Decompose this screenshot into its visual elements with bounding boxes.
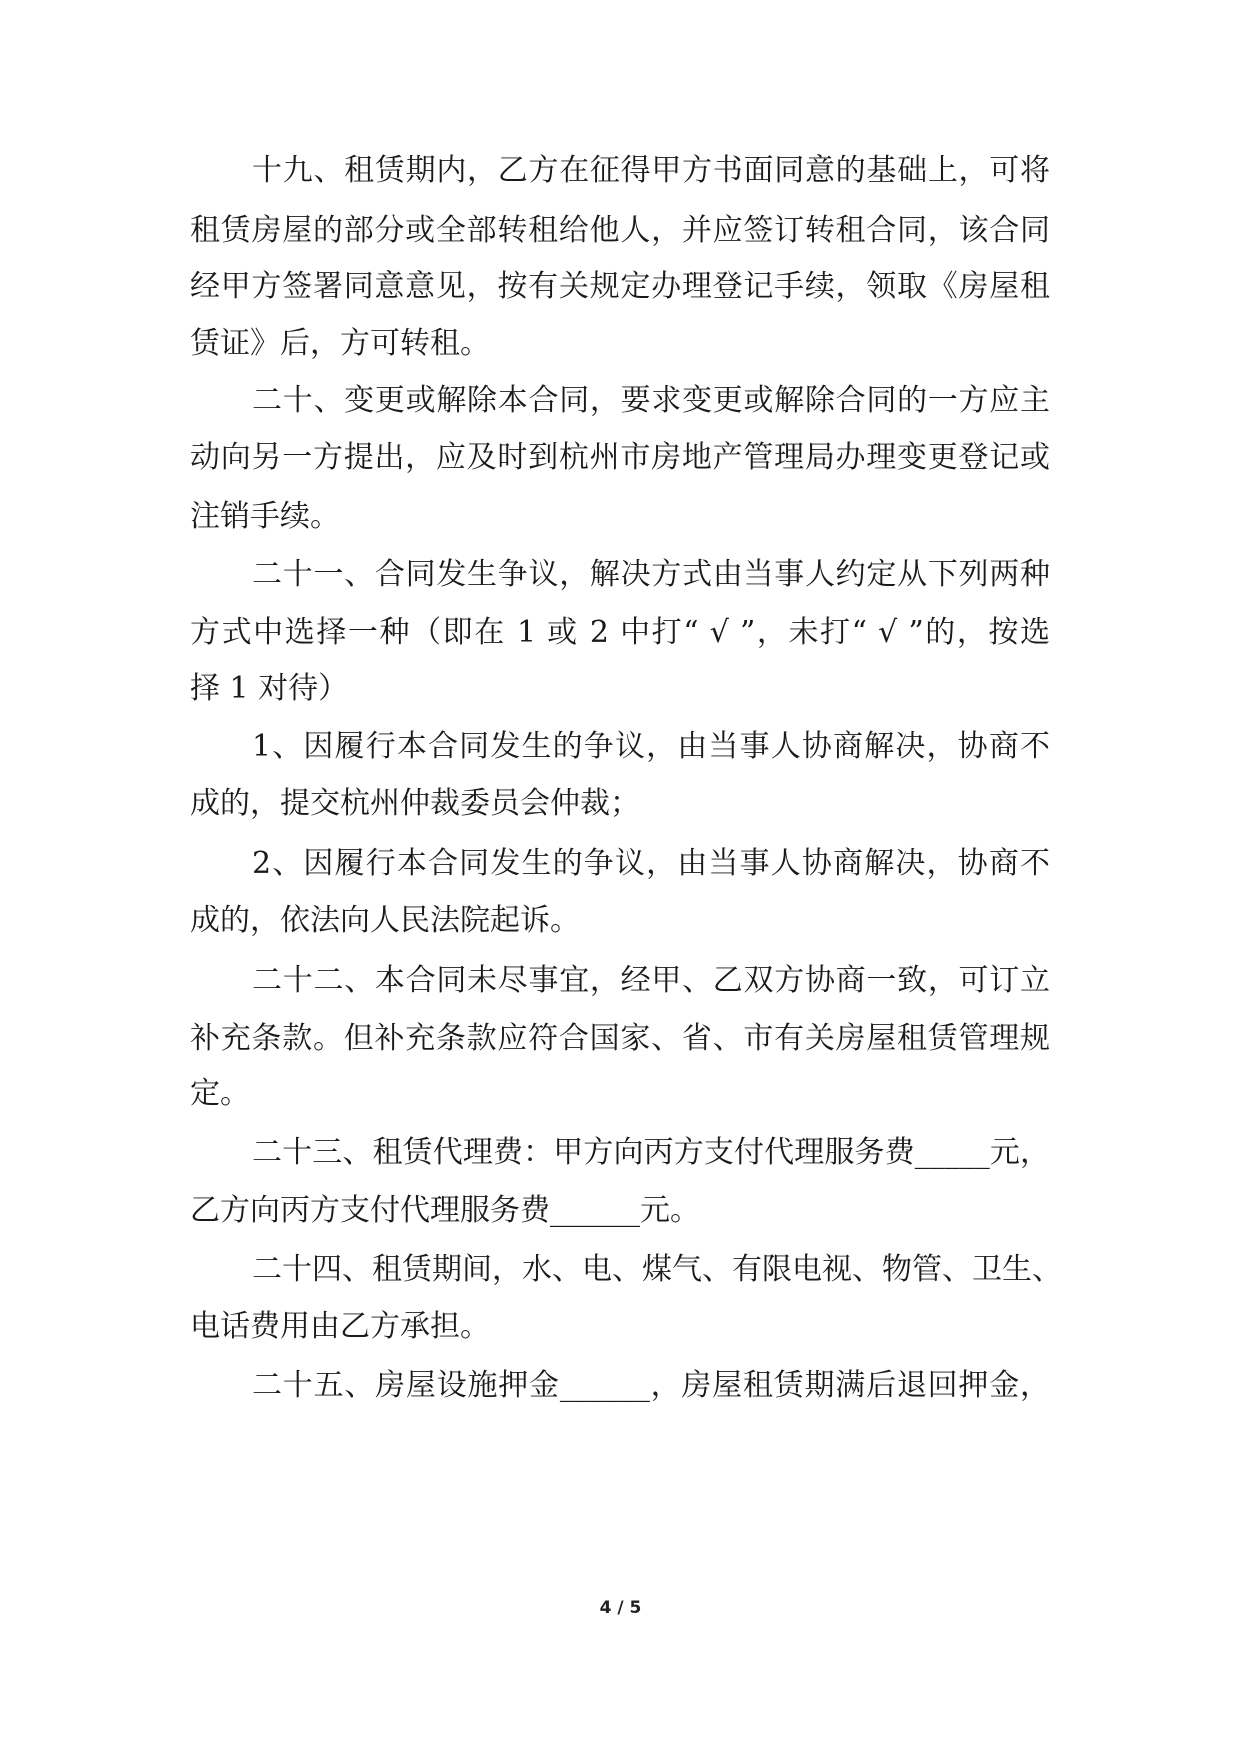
text-line: 2、因履行本合同发生的争议，由当事人协商解决，协商不 bbox=[252, 846, 1050, 881]
text-line: 注销手续。 bbox=[190, 499, 340, 534]
text-line: 方式中选择一种（即在 1 或 2 中打“ √ ”，未打“ √ ”的，按选 bbox=[190, 615, 1050, 650]
text-line: 十九、租赁期内，乙方在征得甲方书面同意的基础上，可将 bbox=[252, 153, 1050, 188]
text-line: 经甲方签署同意意见，按有关规定办理登记手续，领取《房屋租 bbox=[190, 269, 1050, 304]
text-line: 赁证》后，方可转租。 bbox=[190, 326, 490, 361]
text-line: 成的，提交杭州仲裁委员会仲裁； bbox=[190, 786, 640, 821]
text-line: 乙方向丙方支付代理服务费______元。 bbox=[190, 1193, 700, 1228]
text-line: 择 1 对待） bbox=[190, 671, 349, 706]
text-line: 二十五、房屋设施押金______，房屋租赁期满后退回押金， bbox=[252, 1368, 1050, 1403]
text-line: 二十四、租赁期间，水、电、煤气、有限电视、物管、卫生、 bbox=[252, 1252, 1062, 1287]
text-line: 补充条款。但补充条款应符合国家、省、市有关房屋租赁管理规 bbox=[190, 1021, 1050, 1056]
text-line: 二十一、合同发生争议，解决方式由当事人约定从下列两种 bbox=[252, 557, 1050, 592]
text-line: 二十三、租赁代理费：甲方向丙方支付代理服务费_____元， bbox=[252, 1135, 1050, 1170]
text-line: 动向另一方提出，应及时到杭州市房地产管理局办理变更登记或 bbox=[190, 440, 1050, 475]
text-line: 电话费用由乙方承担。 bbox=[190, 1309, 490, 1344]
text-line: 租赁房屋的部分或全部转租给他人，并应签订转租合同，该合同 bbox=[190, 213, 1050, 248]
text-line: 二十、变更或解除本合同，要求变更或解除合同的一方应主 bbox=[252, 383, 1050, 418]
text-line: 二十二、本合同未尽事宜，经甲、乙双方协商一致，可订立 bbox=[252, 963, 1050, 998]
text-line: 1、因履行本合同发生的争议，由当事人协商解决，协商不 bbox=[252, 729, 1050, 764]
text-line: 定。 bbox=[190, 1076, 250, 1111]
text-line: 成的，依法向人民法院起诉。 bbox=[190, 903, 580, 938]
page-number: 4 / 5 bbox=[599, 1598, 642, 1618]
